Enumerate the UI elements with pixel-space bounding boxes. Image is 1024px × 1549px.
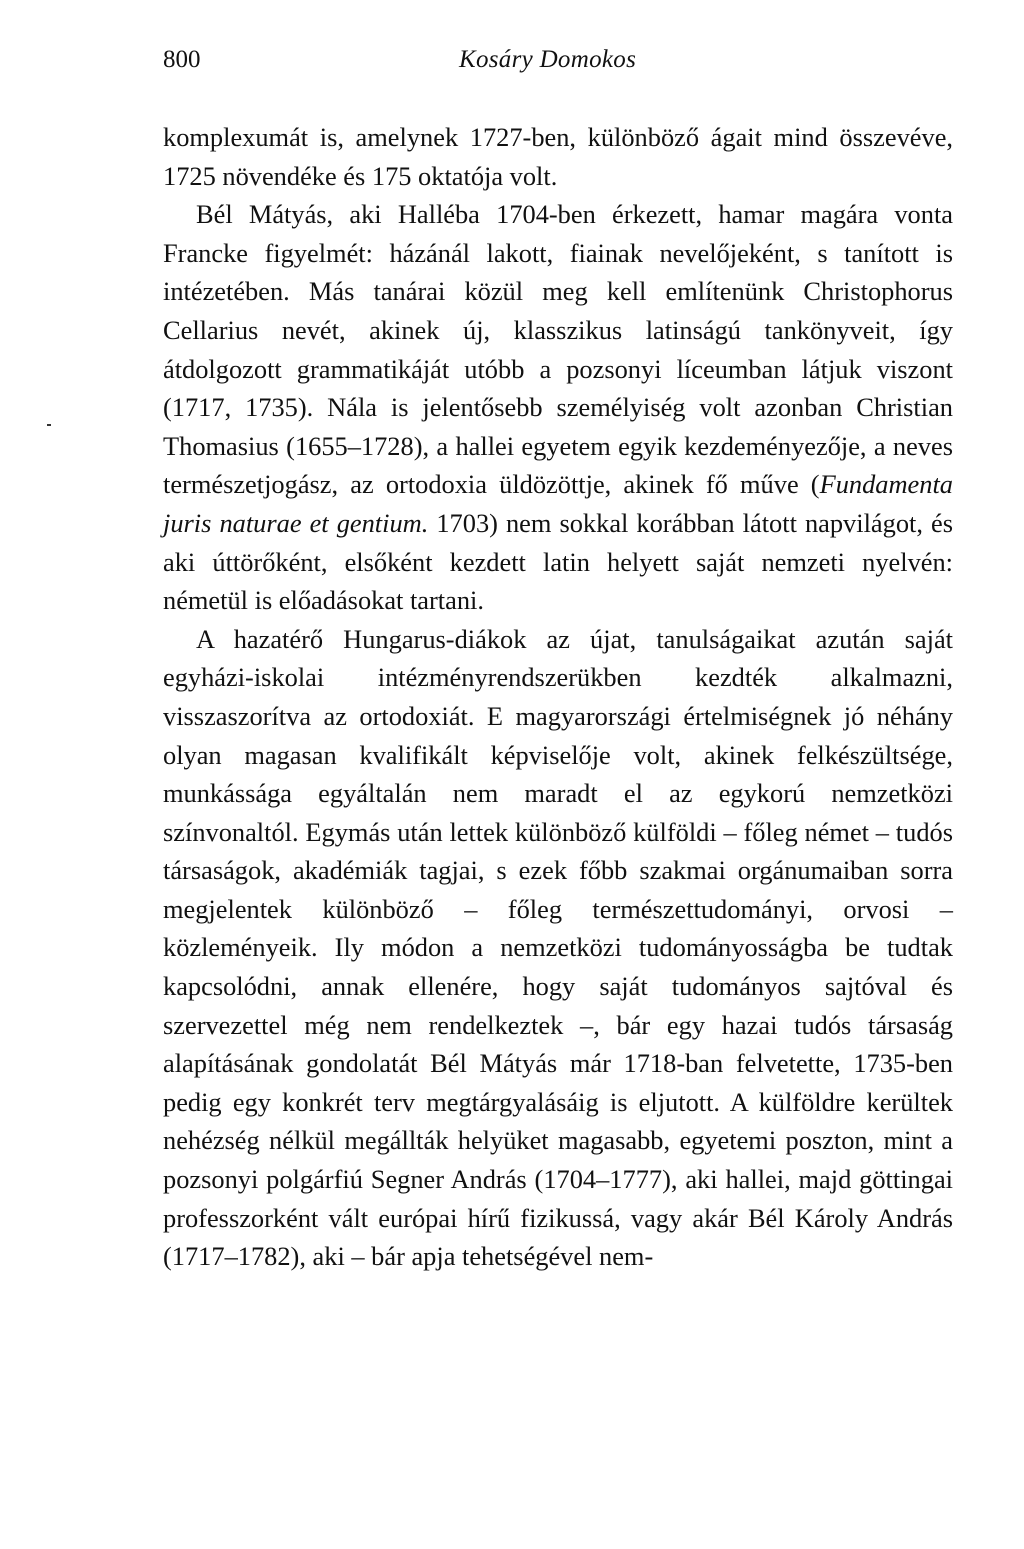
book-title-italic: Fundamenta juris naturae et gentium. bbox=[163, 469, 953, 538]
running-header bbox=[163, 40, 953, 80]
page-number: 800 bbox=[163, 46, 201, 73]
paragraph-2-text-b: 1703) nem sokkal korábban látott napvilágot, és aki úttörőként, elsőként kezdett latin helyett saját nemzeti nyelvén: németül is előadásokat tartani. bbox=[163, 507, 953, 616]
paragraph-1: komplexumát is, amelynek 1727-ben, különböző ágait mind összevéve, 1725 növendéke és 175 oktatója volt. bbox=[163, 122, 953, 191]
paragraph-2 bbox=[163, 195, 953, 620]
margin-mark bbox=[47, 424, 51, 426]
book-page bbox=[163, 40, 953, 1276]
paragraph-2-text-a: Bél Mátyás, aki Halléba 1704-ben érkezett, hamar magára vonta Francke figyelmét: házánál lakott, fiainak nevelőjeként, s tanított is intézetében. Más tanárai közül meg kell említenünk Christophorus Cellarius nevét, akinek új, klasszikus latinságú tankönyveit, így átdolgozott grammatikáját utóbb a pozsonyi líceumban látjuk viszont (1717, 1735). Nála is jelentősebb személyiség volt azonban Christian Thomasius (1655–1728), a hallei egyetem egyik kezdeményezője, a neves természetjogász, az ortodoxia üldözöttje, akinek fő műve ( bbox=[163, 199, 953, 500]
body-text bbox=[163, 118, 953, 1276]
running-title: Kosáry Domokos bbox=[459, 46, 637, 73]
paragraph-3: A hazatérő Hungarus-diákok az újat, tanulságaikat azután saját egyházi-iskolai intézményrendszerükben kezdték alkalmazni, visszaszorítva az ortodoxiát. E magyarországi értelmiségnek jó néhány olyan magasan kvalifikált képviselője volt, akinek felkészültsége, munkássága egyáltalán nem maradt el az egykorú nemzetközi színvonaltól. Egymás után lettek különböző külföldi – főleg német – tudós társaságok, akadémiák tagjai, s ezek főbb szakmai orgánumaiban sorra megjelentek különböző – főleg természettudományi, orvosi – közleményeik. Ily módon a nemzetközi tudományosságba be tudtak kapcsolódni, annak ellenére, hogy saját tudományos sajtóval és szervezettel még nem rendelkeztek –, bár egy hazai tudós társaság alapításának gondolatát Bél Mátyás már 1718-ban felvetette, 1735-ben pedig egy konkrét terv megtárgyalásáig is eljutott. A külföldre kerültek nehézség nélkül megállták helyüket magasabb, egyetemi poszton, mint a pozsonyi polgárfiú Segner András (1704–1777), aki hallei, majd göttingai professzorként vált európai hírű fizikussá, vagy akár Bél Károly András (1717–1782), aki – bár apja tehetségével nem- bbox=[163, 623, 953, 1272]
